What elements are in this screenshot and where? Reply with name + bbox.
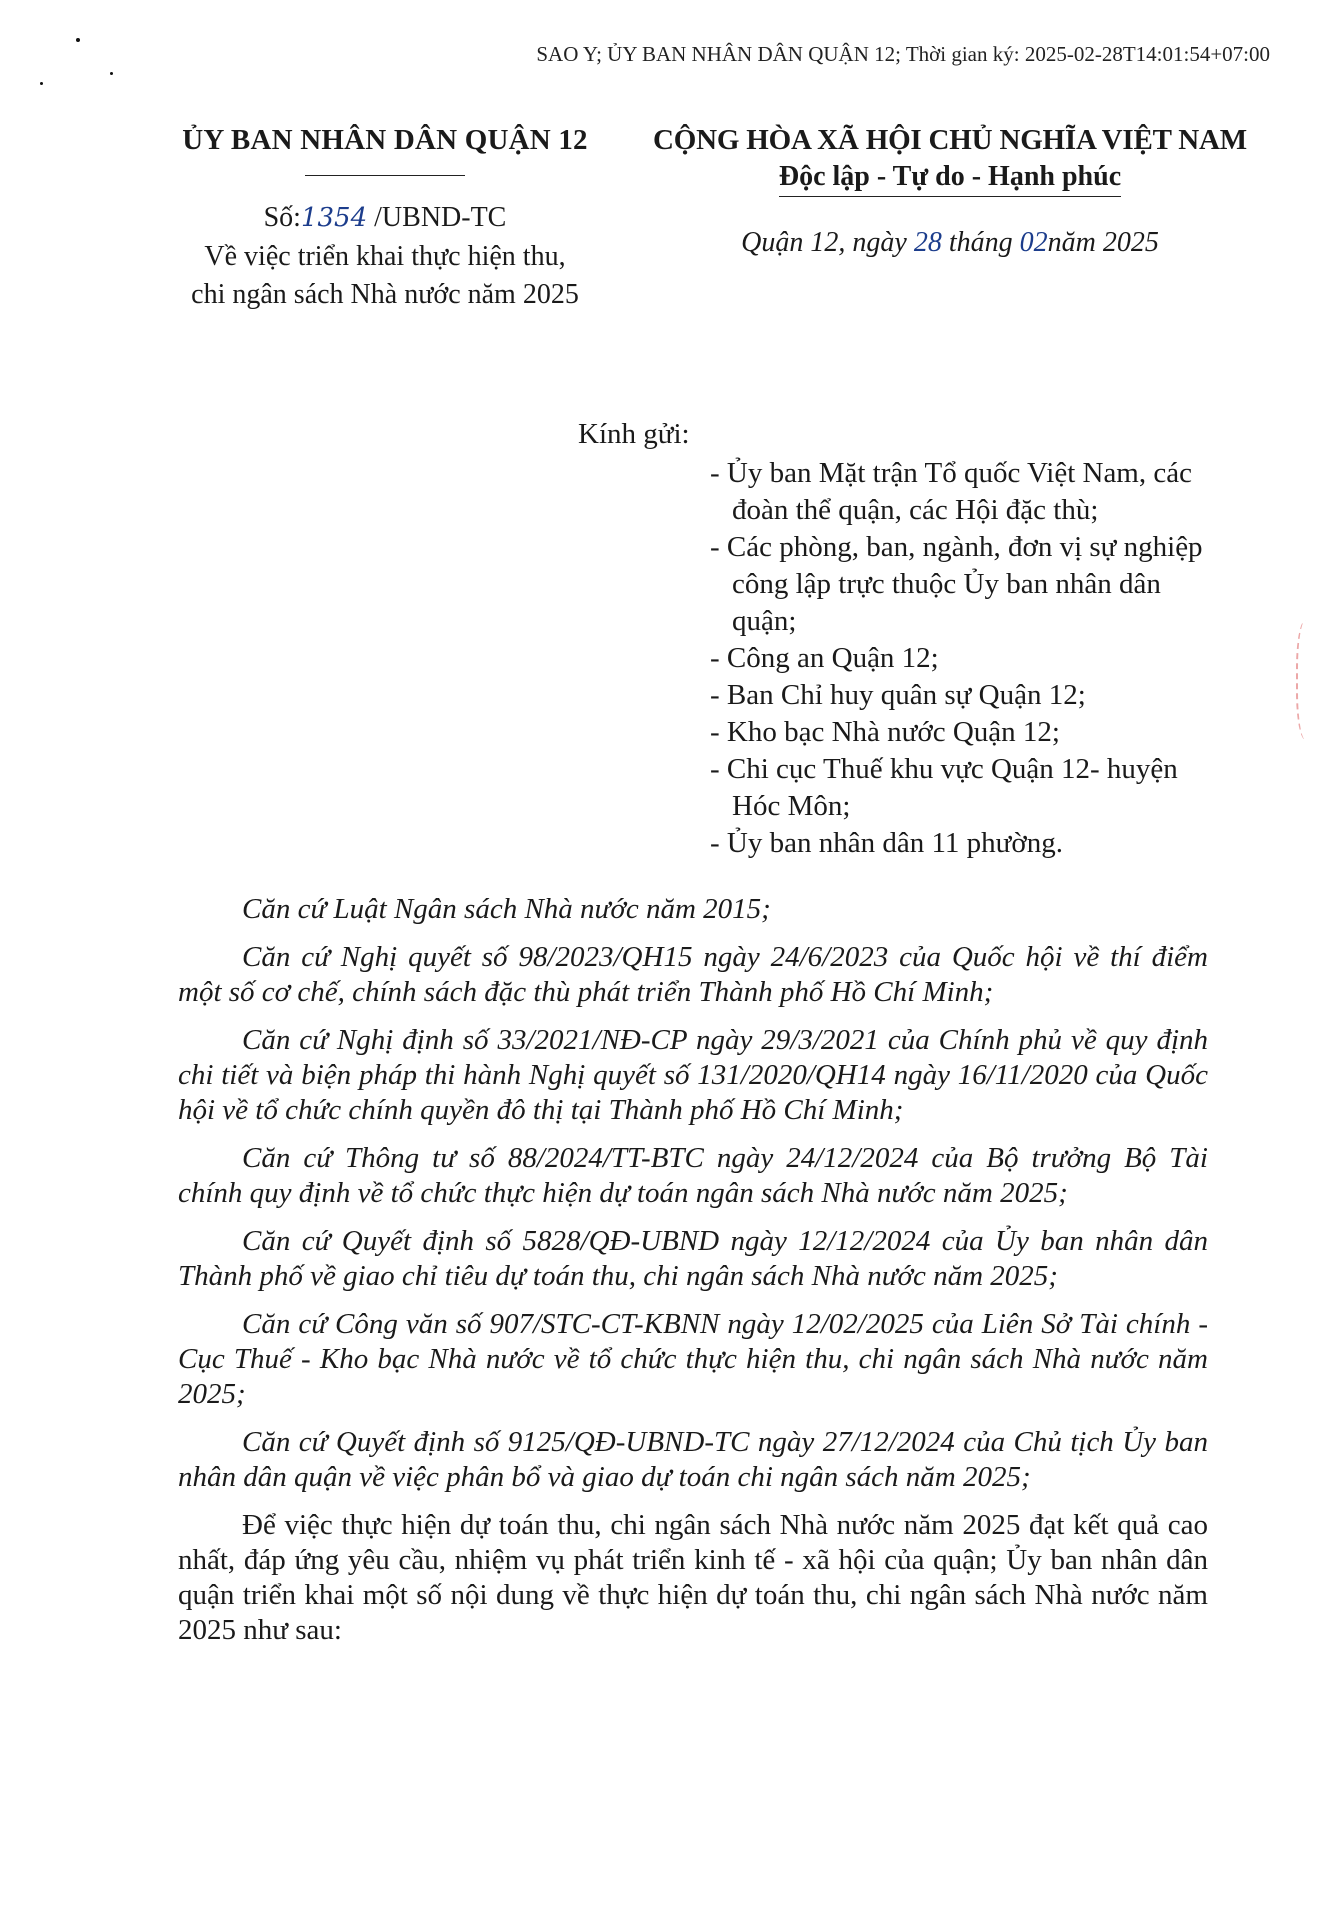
recipient-item: - Kho bạc Nhà nước Quận 12; [710,716,1060,748]
legal-basis: Căn cứ Quyết định số 5828/QĐ-UBND ngày 12/12/2024 của Ủy ban nhân dân Thành phố về giao chỉ tiêu dự toán thu, chi ngân sách Nhà nước năm 2025; [178,1225,1208,1292]
issue-date [640,227,1260,259]
national-header [640,124,1260,259]
date-year: năm 2025 [1047,227,1159,258]
addressee-label: Kính gửi: [578,418,690,450]
recipient-item: - Ủy ban Mặt trận Tổ quốc Việt Nam, các đoàn thể quận, các Hội đặc thù; [710,457,1192,526]
recipient-item: - Các phòng, ban, ngành, đơn vị sự nghiệp công lập trực thuộc Ủy ban nhân dân quận; [710,531,1203,637]
scan-speck [76,38,80,42]
issuing-organization: ỦY BAN NHÂN DÂN QUẬN 12 [182,124,588,156]
scan-speck [40,82,43,85]
issuer-block [150,124,620,314]
date-month: 02 [1019,227,1048,258]
intro-paragraph: Để việc thực hiện dự toán thu, chi ngân sách Nhà nước năm 2025 đạt kết quả cao nhất, đáp ứng yêu cầu, nhiệm vụ phát triển kinh tế - xã hội của quận; Ủy ban nhân dân quận triển khai một số nội dung về thực hiện dự toán thu, chi ngân sách Nhà nước năm 2025 như sau: [178,1509,1208,1646]
seal-edge-mark [1296,620,1320,740]
date-month-label: tháng [948,227,1013,258]
document-number [150,202,620,234]
digital-signature-line: SAO Y; ỦY BAN NHÂN DÂN QUẬN 12; Thời gian ký: 2025-02-28T14:01:54+07:00 [536,42,1270,66]
nation-name: CỘNG HÒA XÃ HỘI CHỦ NGHĨA VIỆT NAM [653,124,1247,156]
number-handwritten: 1354 [300,203,368,233]
subject-line: Về việc triển khai thực hiện thu, [204,241,566,272]
number-prefix: Số: [263,202,301,233]
date-place: Quận 12, ngày [741,227,907,258]
recipient-item: - Chi cục Thuế khu vực Quận 12- huyện Hóc Môn; [710,753,1178,822]
scan-speck [110,72,113,75]
legal-basis: Căn cứ Luật Ngân sách Nhà nước năm 2015; [242,893,771,925]
legal-basis: Căn cứ Quyết định số 9125/QĐ-UBND-TC ngày 27/12/2024 của Chủ tịch Ủy ban nhân dân quận về việc phân bổ và giao dự toán chi ngân sách năm 2025; [178,1426,1208,1493]
subject-line: chi ngân sách Nhà nước năm 2025 [191,279,579,310]
legal-basis: Căn cứ Nghị quyết số 98/2023/QH15 ngày 24/6/2023 của Quốc hội về thí điểm một số cơ chế, chính sách đặc thù phát triển Thành phố Hồ Chí Minh; [178,941,1208,1008]
legal-basis: Căn cứ Công văn số 907/STC-CT-KBNN ngày 12/02/2025 của Liên Sở Tài chính - Cục Thuế - Kho bạc Nhà nước về tổ chức thực hiện thu, chi ngân sách Nhà nước năm 2025; [178,1308,1208,1410]
header-underline [305,175,465,176]
legal-basis: Căn cứ Nghị định số 33/2021/NĐ-CP ngày 29/3/2021 của Chính phủ về quy định chi tiết và biện pháp thi hành Nghị quyết số 131/2020/QH14 ngày 16/11/2020 của Quốc hội về tổ chức chính quyền đô thị tại Thành phố Hồ Chí Minh; [178,1024,1208,1126]
recipient-list [710,455,1230,862]
recipient-item: - Công an Quận 12; [710,642,939,674]
legal-basis: Căn cứ Thông tư số 88/2024/TT-BTC ngày 24/12/2024 của Bộ trưởng Bộ Tài chính quy định về tổ chức thực hiện dự toán ngân sách Nhà nước năm 2025; [178,1142,1208,1209]
number-suffix: /UBND-TC [374,202,507,233]
recipient-item: - Ban Chỉ huy quân sự Quận 12; [710,679,1086,711]
recipient-item: - Ủy ban nhân dân 11 phường. [710,827,1063,859]
date-day: 28 [913,227,942,258]
document-body [178,892,1208,1661]
document-subject [150,238,620,314]
national-motto: Độc lập - Tự do - Hạnh phúc [779,161,1121,197]
